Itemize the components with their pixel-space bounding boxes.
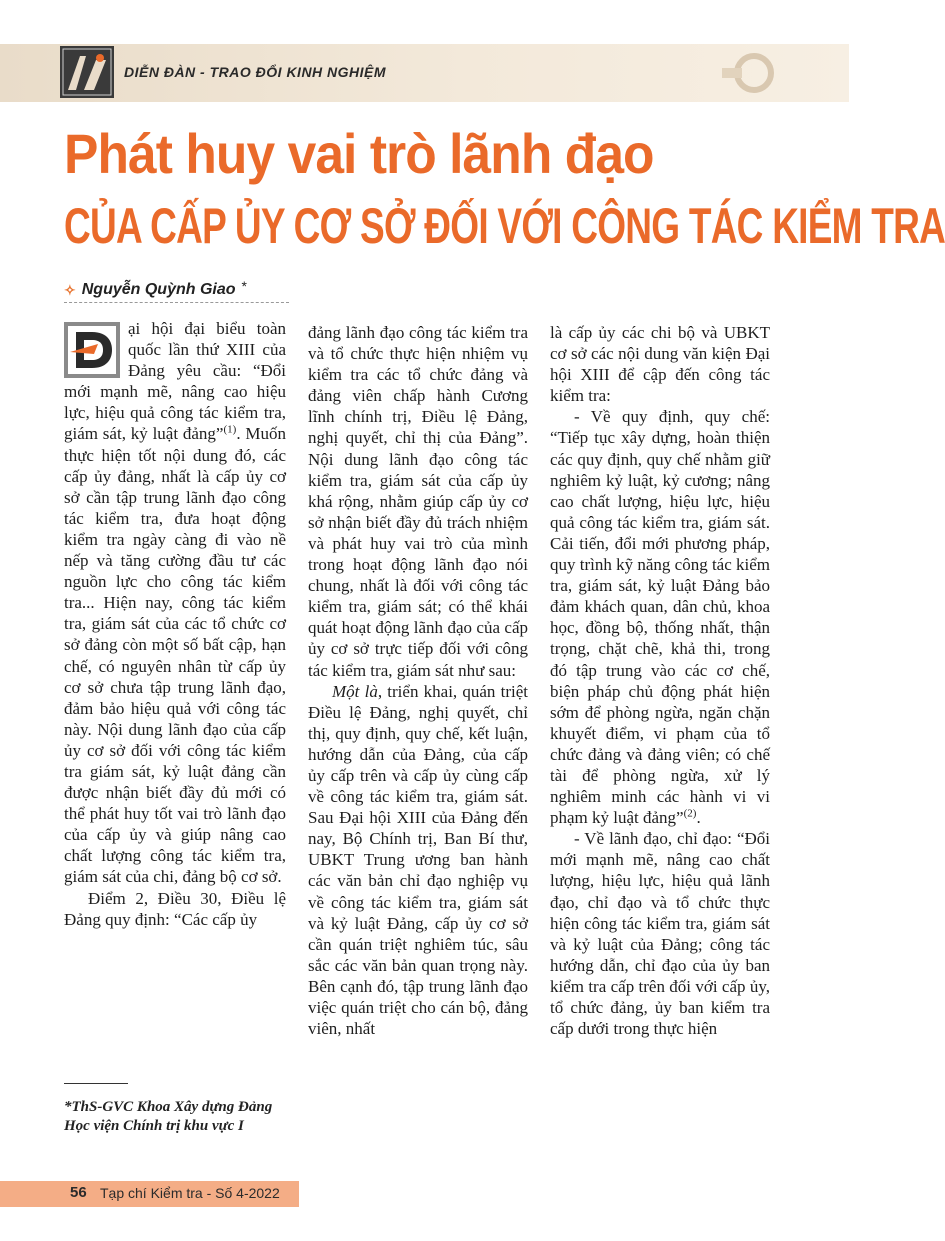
section-logo-icon [60,46,114,98]
paragraph-text: - Về quy định, quy chế: “Tiếp tục xây dựng, hoàn thiện các quy định, quy chế nhằm giữ nghiêm kỷ luật, kỷ cương; nâng cao chất lượng, hiệu lực, hiệu quả công tác kiểm tra, giám sát. Cải tiến, đổi mới phương pháp, quy trình kỹ năng công tác kiểm tra, giám sát, kỷ luật Đảng bảo đảm khách quan, dân chủ, khoa học, đồng bộ, thống nhất, thận trọng, chặt chẽ, khả thi, trong đó tập trung vào các cơ chế, biện pháp chủ động phát hiện sớm để phòng ngừa, ngăn chặn khuyết điểm, vi phạm của tổ chức đảng và đảng viên; có chế tài để phòng ngừa, xử lý nghiêm minh các hành vi vi phạm kỷ luật đảng” [550,407,771,828]
paragraph: là cấp ủy các chi bộ và UBKT cơ sở các nội dung văn kiện Đại hội XIII để cập đến công tác kiểm tra: [550,323,770,406]
paragraph-text: , triển khai, quán triệt Điều lệ Đảng, nghị quyết, chỉ thị, quy định, quy chế, kết luận, hướng dẫn của Đảng, của cấp ủy cấp trên và cấp ủy cùng cấp về công tác kiểm tra, giám sát. Sau Đại hội XIII của Đảng đến nay, Bộ Chính trị, Ban Bí thư, UBKT Trung ương ban hành các văn bản chỉ đạo nghiệp vụ về công tác kiểm tra, giám sát và kỷ luật Đảng, cấp ủy cơ sở cần quán triệt nghiêm túc, sâu sắc các văn bản quan trọng này. Bên cạnh đó, tập trung lãnh đạo việc quán triệt cho cán bộ, đảng viên, nhất [308,681,529,1039]
paragraph: Điểm 2, Điều 30, Điều lệ Đảng quy định: “Các cấp ủy [64,888,286,929]
article-title-line1: Phát huy vai trò lãnh đạo [64,122,654,185]
author-name: Nguyễn Quỳnh Giao [81,281,236,298]
author-marker: * [241,278,247,294]
paragraph-text: . Muốn thực hiện tốt nội dung đó, các cấp ủy đảng, nhất là cấp ủy cơ sở cần tập trung lãnh đạo công tác kiểm tra, đưa hoạt động kiểm tra ngày càng đi vào nề nếp và tăng cường đầu tư các nguồn lực cho công tác kiểm tra... Hiện nay, công tác kiểm tra, giám sát của các tổ chức cơ sở đảng còn một số bất cập, hạn chế, có nguyên nhân từ cấp ủy cơ sở chưa tập trung lãnh đạo, đảm bảo hiệu quả với công tác này. Nội dung lãnh đạo của cấp ủy cơ sở đối với công tác kiểm tra giám sát, kỷ luật đảng cần được nhận biết đầy đủ mới có thể phát huy tốt vai trò lãnh đạo của cấp ủy và giúp nâng cao chất lượng công tác kiểm tra, giám sát của chi, đảng bộ cơ sở. [64,424,286,887]
footnote-divider [64,1083,128,1084]
journal-name: Tạp chí Kiểm tra - Số 4-2022 [100,1185,280,1201]
paragraph: - Về lãnh đạo, chỉ đạo: “Đổi mới mạnh mẽ, nâng cao chất lượng, hiệu lực, hiệu quả lãnh đạo, chỉ đạo và tổ chức thực hiện công tác kiểm tra, giám sát và kỷ luật của Đảng; công tác hướng dẫn, chỉ đạo của ủy ban kiểm tra cấp trên đối với cấp ủy, tổ chức đảng, ủy ban kiểm tra cấp dưới trong thực hiện [550,829,770,1039]
author-footnote: *ThS-GVC Khoa Xây dựng Đảng Học viện Chính trị khu vực I [64,1099,273,1134]
paragraph: đảng lãnh đạo công tác kiểm tra và tổ chức thực hiện nhiệm vụ kiểm tra các tổ chức đảng và đảng viên chấp hành Cương lĩnh chính trị, Điều lệ Đảng, nghị quyết, chỉ thị của Đảng”. Nội dung lãnh đạo công tác kiểm tra, giám sát của cấp ủy khá rộng, nhằm giúp cấp ủy cơ sở nhận biết đầy đủ trách nhiệm và phát huy vai trò của mình trong hoạt động lãnh đạo nói chung, nhất là đối với công tác kiểm tra, giám sát; có thể khái quát hoạt động lãnh đạo của cấp ủy cơ sở trực tiếp đối với công tác kiểm tra, giám sát như sau: [308,323,528,680]
section-label: DIỄN ĐÀN - TRAO ĐỔI KINH NGHIỆM [124,64,387,80]
paragraph-text: ại hội đại biểu toàn quốc lần thứ XIII của Đảng yêu cầu: “Đổi mới mạnh mẽ, nâng cao hiệu lực, hiệu quả công tác kiểm tra, giám sát, kỷ luật đảng” [64,319,286,444]
author-divider [64,302,289,303]
paragraph-text: . [696,808,701,828]
article-column-1 [64,318,286,930]
paragraph [64,318,286,888]
article-title-line2: CỦA CẤP ỦY CƠ SỞ ĐỐI VỚI CÔNG TÁC KIỂM TRA [64,198,945,254]
article-column-3 [550,322,770,1039]
header-ornament-icon [722,50,782,96]
paragraph [308,681,528,1040]
dropcap-d-icon [64,322,120,378]
footnote-ref: (1) [223,423,237,436]
page-number: 56 [70,1184,87,1201]
author-bullet-icon: ✧ [64,281,76,298]
footnote-ref: (2) [683,807,697,820]
author-byline [64,279,247,301]
article-column-2 [308,322,528,1039]
paragraph [550,406,770,828]
paragraph-lead: Một là [332,681,378,701]
